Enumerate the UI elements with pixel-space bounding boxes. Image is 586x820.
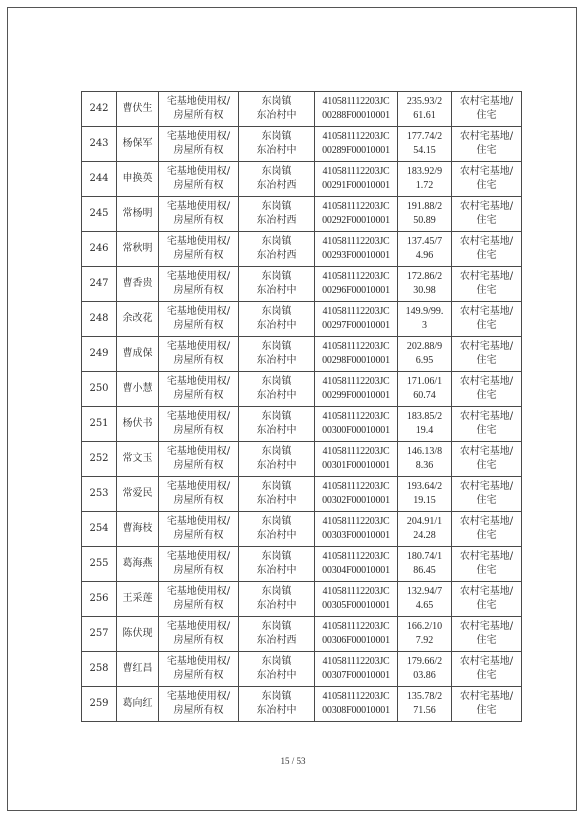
- table-row: [82, 232, 522, 267]
- cell-owner-name: 王采莲: [117, 582, 159, 617]
- cell-area: 202.88/9 6.95: [398, 337, 452, 372]
- table-body: [82, 92, 522, 722]
- cell-right-type: 宅基地使用权/ 房屋所有权: [159, 337, 239, 372]
- table-row: [82, 92, 522, 127]
- cell-location: 东岗镇 东冶村中: [239, 407, 315, 442]
- cell-owner-name: 曹香贵: [117, 267, 159, 302]
- cell-right-type: 宅基地使用权/ 房屋所有权: [159, 302, 239, 337]
- cell-owner-name: 常秋明: [117, 232, 159, 267]
- cell-owner-name: 曹成保: [117, 337, 159, 372]
- cell-area: 171.06/1 60.74: [398, 372, 452, 407]
- cell-owner-name: 曹伏生: [117, 92, 159, 127]
- cell-owner-name: 杨伏书: [117, 407, 159, 442]
- cell-unit-code: 410581112203JC 00301F00010001: [315, 442, 398, 477]
- cell-unit-code: 410581112203JC 00302F00010001: [315, 477, 398, 512]
- cell-right-type: 宅基地使用权/ 房屋所有权: [159, 232, 239, 267]
- cell-owner-name: 余改花: [117, 302, 159, 337]
- cell-owner-name: 陈伏现: [117, 617, 159, 652]
- cell-row-number: 242: [82, 92, 117, 127]
- cell-usage: 农村宅基地/ 住宅: [452, 197, 522, 232]
- cell-usage: 农村宅基地/ 住宅: [452, 267, 522, 302]
- cell-row-number: 254: [82, 512, 117, 547]
- cell-right-type: 宅基地使用权/ 房屋所有权: [159, 652, 239, 687]
- table-row: [82, 267, 522, 302]
- cell-usage: 农村宅基地/ 住宅: [452, 232, 522, 267]
- cell-unit-code: 410581112203JC 00291F00010001: [315, 162, 398, 197]
- cell-usage: 农村宅基地/ 住宅: [452, 92, 522, 127]
- cell-usage: 农村宅基地/ 住宅: [452, 302, 522, 337]
- cell-row-number: 251: [82, 407, 117, 442]
- cell-right-type: 宅基地使用权/ 房屋所有权: [159, 197, 239, 232]
- cell-owner-name: 曹红昌: [117, 652, 159, 687]
- property-registry-table: [81, 91, 522, 722]
- table-row: [82, 302, 522, 337]
- cell-location: 东岗镇 东冶村中: [239, 372, 315, 407]
- table-row: [82, 162, 522, 197]
- cell-location: 东岗镇 东冶村中: [239, 477, 315, 512]
- cell-row-number: 253: [82, 477, 117, 512]
- cell-owner-name: 申换英: [117, 162, 159, 197]
- table-row: [82, 687, 522, 722]
- cell-usage: 农村宅基地/ 住宅: [452, 372, 522, 407]
- cell-right-type: 宅基地使用权/ 房屋所有权: [159, 267, 239, 302]
- cell-unit-code: 410581112203JC 00292F00010001: [315, 197, 398, 232]
- cell-row-number: 246: [82, 232, 117, 267]
- cell-area: 183.92/9 1.72: [398, 162, 452, 197]
- cell-area: 135.78/2 71.56: [398, 687, 452, 722]
- cell-area: 191.88/2 50.89: [398, 197, 452, 232]
- cell-unit-code: 410581112203JC 00305F00010001: [315, 582, 398, 617]
- cell-owner-name: 常爱民: [117, 477, 159, 512]
- cell-location: 东岗镇 东冶村中: [239, 442, 315, 477]
- cell-location: 东岗镇 东冶村中: [239, 267, 315, 302]
- cell-usage: 农村宅基地/ 住宅: [452, 617, 522, 652]
- cell-row-number: 257: [82, 617, 117, 652]
- cell-row-number: 259: [82, 687, 117, 722]
- cell-area: 180.74/1 86.45: [398, 547, 452, 582]
- cell-unit-code: 410581112203JC 00289F00010001: [315, 127, 398, 162]
- cell-unit-code: 410581112203JC 00296F00010001: [315, 267, 398, 302]
- cell-owner-name: 常文玉: [117, 442, 159, 477]
- cell-row-number: 248: [82, 302, 117, 337]
- cell-usage: 农村宅基地/ 住宅: [452, 127, 522, 162]
- table-row: [82, 407, 522, 442]
- cell-right-type: 宅基地使用权/ 房屋所有权: [159, 512, 239, 547]
- table-row: [82, 372, 522, 407]
- cell-area: 132.94/7 4.65: [398, 582, 452, 617]
- cell-unit-code: 410581112203JC 00304F00010001: [315, 547, 398, 582]
- cell-unit-code: 410581112203JC 00306F00010001: [315, 617, 398, 652]
- table-row: [82, 442, 522, 477]
- table-row: [82, 477, 522, 512]
- cell-location: 东岗镇 东冶村中: [239, 512, 315, 547]
- cell-unit-code: 410581112203JC 00303F00010001: [315, 512, 398, 547]
- cell-area: 149.9/99. 3: [398, 302, 452, 337]
- table-row: [82, 127, 522, 162]
- cell-usage: 农村宅基地/ 住宅: [452, 337, 522, 372]
- cell-location: 东岗镇 东冶村西: [239, 232, 315, 267]
- cell-area: 235.93/2 61.61: [398, 92, 452, 127]
- cell-unit-code: 410581112203JC 00293F00010001: [315, 232, 398, 267]
- cell-right-type: 宅基地使用权/ 房屋所有权: [159, 477, 239, 512]
- cell-location: 东岗镇 东冶村中: [239, 652, 315, 687]
- cell-right-type: 宅基地使用权/ 房屋所有权: [159, 92, 239, 127]
- cell-usage: 农村宅基地/ 住宅: [452, 687, 522, 722]
- page-number: 15 / 53: [280, 756, 306, 766]
- cell-location: 东岗镇 东冶村西: [239, 617, 315, 652]
- table-row: [82, 337, 522, 372]
- cell-area: 204.91/1 24.28: [398, 512, 452, 547]
- cell-unit-code: 410581112203JC 00298F00010001: [315, 337, 398, 372]
- table-row: [82, 617, 522, 652]
- cell-location: 东岗镇 东冶村中: [239, 547, 315, 582]
- cell-owner-name: 曹海枝: [117, 512, 159, 547]
- cell-usage: 农村宅基地/ 住宅: [452, 407, 522, 442]
- cell-right-type: 宅基地使用权/ 房屋所有权: [159, 547, 239, 582]
- cell-area: 166.2/10 7.92: [398, 617, 452, 652]
- cell-row-number: 249: [82, 337, 117, 372]
- cell-right-type: 宅基地使用权/ 房屋所有权: [159, 407, 239, 442]
- cell-unit-code: 410581112203JC 00288F00010001: [315, 92, 398, 127]
- cell-area: 137.45/7 4.96: [398, 232, 452, 267]
- cell-owner-name: 杨保军: [117, 127, 159, 162]
- cell-area: 172.86/2 30.98: [398, 267, 452, 302]
- cell-right-type: 宅基地使用权/ 房屋所有权: [159, 162, 239, 197]
- cell-owner-name: 葛海燕: [117, 547, 159, 582]
- cell-owner-name: 葛向红: [117, 687, 159, 722]
- cell-location: 东岗镇 东冶村中: [239, 92, 315, 127]
- document-page: [7, 7, 577, 811]
- cell-unit-code: 410581112203JC 00300F00010001: [315, 407, 398, 442]
- cell-right-type: 宅基地使用权/ 房屋所有权: [159, 372, 239, 407]
- cell-location: 东岗镇 东冶村中: [239, 337, 315, 372]
- table-row: [82, 512, 522, 547]
- cell-unit-code: 410581112203JC 00297F00010001: [315, 302, 398, 337]
- cell-row-number: 247: [82, 267, 117, 302]
- cell-usage: 农村宅基地/ 住宅: [452, 162, 522, 197]
- cell-owner-name: 曹小慧: [117, 372, 159, 407]
- cell-row-number: 250: [82, 372, 117, 407]
- cell-row-number: 256: [82, 582, 117, 617]
- cell-right-type: 宅基地使用权/ 房屋所有权: [159, 617, 239, 652]
- cell-usage: 农村宅基地/ 住宅: [452, 582, 522, 617]
- cell-unit-code: 410581112203JC 00308F00010001: [315, 687, 398, 722]
- cell-row-number: 255: [82, 547, 117, 582]
- cell-location: 东岗镇 东冶村中: [239, 127, 315, 162]
- cell-row-number: 252: [82, 442, 117, 477]
- table-row: [82, 652, 522, 687]
- table-row: [82, 197, 522, 232]
- cell-owner-name: 常杨明: [117, 197, 159, 232]
- cell-usage: 农村宅基地/ 住宅: [452, 547, 522, 582]
- cell-location: 东岗镇 东冶村中: [239, 582, 315, 617]
- cell-row-number: 258: [82, 652, 117, 687]
- cell-area: 183.85/2 19.4: [398, 407, 452, 442]
- cell-area: 193.64/2 19.15: [398, 477, 452, 512]
- cell-row-number: 245: [82, 197, 117, 232]
- table-row: [82, 547, 522, 582]
- cell-location: 东岗镇 东冶村中: [239, 687, 315, 722]
- cell-location: 东岗镇 东冶村西: [239, 197, 315, 232]
- cell-location: 东岗镇 东冶村中: [239, 302, 315, 337]
- cell-location: 东岗镇 东冶村西: [239, 162, 315, 197]
- cell-usage: 农村宅基地/ 住宅: [452, 477, 522, 512]
- cell-right-type: 宅基地使用权/ 房屋所有权: [159, 582, 239, 617]
- cell-usage: 农村宅基地/ 住宅: [452, 512, 522, 547]
- cell-unit-code: 410581112203JC 00307F00010001: [315, 652, 398, 687]
- cell-area: 177.74/2 54.15: [398, 127, 452, 162]
- cell-usage: 农村宅基地/ 住宅: [452, 442, 522, 477]
- cell-right-type: 宅基地使用权/ 房屋所有权: [159, 127, 239, 162]
- cell-row-number: 244: [82, 162, 117, 197]
- cell-usage: 农村宅基地/ 住宅: [452, 652, 522, 687]
- cell-area: 179.66/2 03.86: [398, 652, 452, 687]
- table-row: [82, 582, 522, 617]
- cell-row-number: 243: [82, 127, 117, 162]
- cell-area: 146.13/8 8.36: [398, 442, 452, 477]
- cell-right-type: 宅基地使用权/ 房屋所有权: [159, 442, 239, 477]
- cell-right-type: 宅基地使用权/ 房屋所有权: [159, 687, 239, 722]
- cell-unit-code: 410581112203JC 00299F00010001: [315, 372, 398, 407]
